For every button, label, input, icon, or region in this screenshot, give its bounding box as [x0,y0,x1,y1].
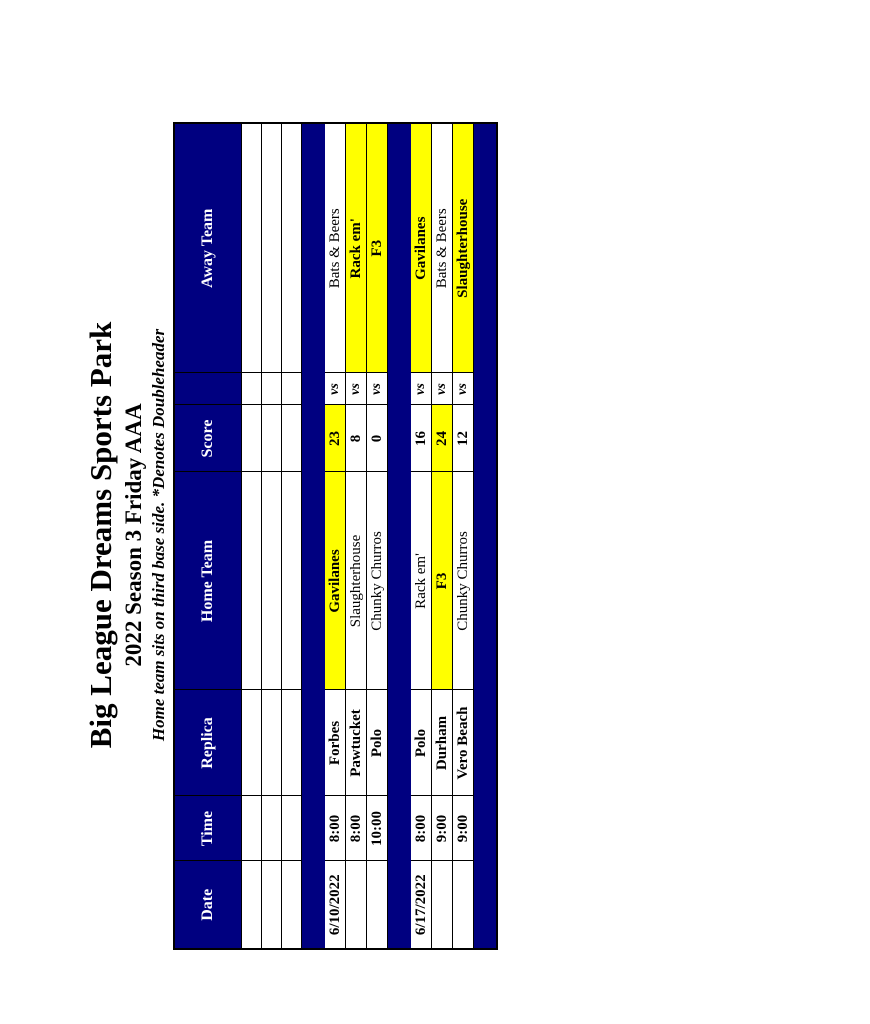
vs-cell: vs [346,373,367,405]
replica-cell: Forbes [325,690,346,796]
replica-cell: Polo [411,690,432,796]
game-row [367,123,388,949]
score-cell: 23 [325,405,346,472]
home-team-cell: Chunky Churros [453,472,474,690]
vs-cell: vs [367,373,388,405]
score-cell: 0 [367,405,388,472]
page-subtitle: 2022 Season 3 Friday AAA [121,403,146,667]
date-cell [432,861,453,949]
replica-cell: Pawtucket [346,690,367,796]
away-team-cell: Rack em' [346,123,367,373]
game-row [453,123,474,949]
header-row [174,123,242,949]
col-header-date: Date [174,861,242,949]
col-header-vs [174,373,242,405]
away-team-cell: Gavilanes [411,123,432,373]
replica-cell: Durham [432,690,453,796]
home-team-cell: F3 [432,472,453,690]
blank-row [282,123,302,949]
time-cell: 9:00 [453,796,474,861]
score-cell: 24 [432,405,453,472]
vs-cell: vs [432,373,453,405]
date-cell [346,861,367,949]
col-header-home-team: Home Team [174,472,242,690]
home-team-cell: Slaughterhouse [346,472,367,690]
home-team-cell: Gavilanes [325,472,346,690]
time-cell: 10:00 [367,796,388,861]
away-team-cell: F3 [367,123,388,373]
game-row [346,123,367,949]
score-cell: 12 [453,405,474,472]
away-team-cell: Bats & Beers [432,123,453,373]
blank-row [262,123,282,949]
home-team-cell: Rack em' [411,472,432,690]
vs-cell: vs [325,373,346,405]
home-team-cell: Chunky Churros [367,472,388,690]
time-cell: 9:00 [432,796,453,861]
week-separator [302,123,325,949]
date-cell [453,861,474,949]
game-row [325,123,346,949]
schedule-sheet [80,120,471,950]
away-team-cell: Bats & Beers [325,123,346,373]
col-header-time: Time [174,796,242,861]
page-title: Big League Dreams Sports Park [83,321,118,749]
score-cell: 8 [346,405,367,472]
away-team-cell: Slaughterhouse [453,123,474,373]
time-cell: 8:00 [325,796,346,861]
date-cell [367,861,388,949]
schedule-table [173,122,498,950]
time-cell: 8:00 [346,796,367,861]
date-cell: 6/10/2022 [325,861,346,949]
score-cell: 16 [411,405,432,472]
game-row [432,123,453,949]
col-header-score: Score [174,405,242,472]
time-cell: 8:00 [411,796,432,861]
schedule-note: Home team sits on third base side. *Denotes Doubleheader [149,328,168,742]
game-row [411,123,432,949]
week-separator [388,123,411,949]
vs-cell: vs [453,373,474,405]
replica-cell: Vero Beach [453,690,474,796]
date-cell: 6/17/2022 [411,861,432,949]
vs-cell: vs [411,373,432,405]
col-header-away-team: Away Team [174,123,242,373]
week-separator [474,123,498,949]
blank-row [242,123,262,949]
replica-cell: Polo [367,690,388,796]
col-header-replica: Replica [174,690,242,796]
